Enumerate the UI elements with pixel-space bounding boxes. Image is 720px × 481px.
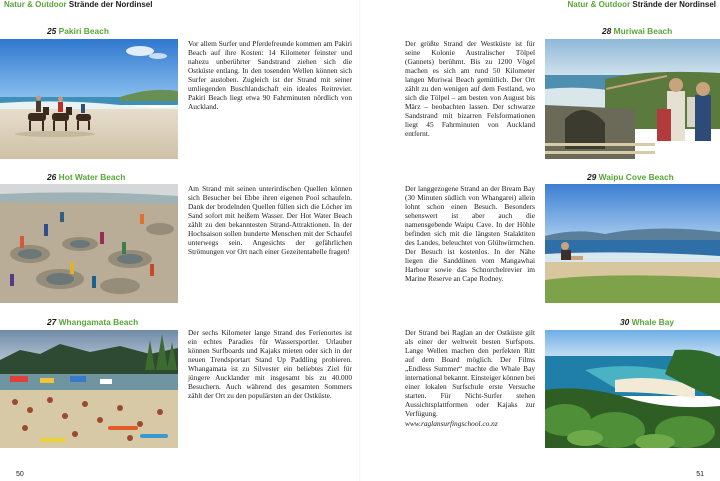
- entry-name: Whale Bay: [631, 317, 675, 327]
- entry-title-muriwai: 28 Muriwai Beach: [602, 26, 673, 36]
- photo-pakiri-beach-horses: [0, 39, 178, 159]
- running-header-left: [4, 0, 152, 9]
- entry-text-whangamata: Der sechs Kilometer lange Strand des Ferienortes ist ein echtes Paradies für Wassersportler. Urlauber können Surfboards und Kajaks mieten oder sich in der neuen Trendsportart Stand Up Paddling probieren. Whangamata ist zu Silvester ein beliebtes Ziel für jüngere Aucklander mit insgesamt bis zu 40.000 Besuchern. Auch während des gesamten Sommers zählt der Ort zu den populärsten an der Ostküste.: [188, 328, 352, 401]
- entry-title-pakiri: 25 Pakiri Beach: [47, 26, 109, 36]
- page-number-left: 50: [16, 471, 24, 478]
- entry-text-muriwai: Der größte Strand der Westküste ist für seine Kolonie Australischer Tölpel (Gannets) berühmt. Bis zu 1200 Vögel machen es sich am rund 50 Kilometer langen Muriwai Beach gemütlich. Der Ort zählt zu den wenigen auf dem Festland, wo sich die Tölpel – am besten von August bis März – beobachten lassen. Der schwarze Sandstrand mit bizarren Felsformationen liegt 45 Fahrminuten von Auckland entfernt.: [405, 39, 535, 139]
- entry-text-whale-bay: Der Strand bei Raglan an der Ostküste gilt als einer der weltweit besten Surfspots. Lange Wellen machen den perfekten Ritt auf dem Board möglich. Der Films „Endless Summer“ machte die Whale Bay international bekannt. Einsteiger können bei einer lokalen Surfschule erste Versuche starten. Für Nicht-Surfer stehen Aussichtsplattformen oder Kajaks zur Verfügung. www.raglansurfingschool.co.nz: [405, 328, 535, 429]
- entry-name: Muriwai Beach: [613, 26, 673, 36]
- entry-title-whangamata: 27 Whangamata Beach: [47, 317, 139, 327]
- header-section: Natur & Outdoor: [567, 0, 631, 9]
- entry-text-hot-water: Am Strand mit seinen unterirdischen Quellen können sich Besucher bei Ebbe ihren eigenen Pool schaufeln. Dank der brodelnden Quellen füllen sich die Löcher im Sand sofort mit heißem Wasser. Der Hot Water Beach zählt zu den bekanntesten Strand-Attraktionen. In der Hochsaison sollen hunderte Menschen mit der Schaufel unterwegs sein. Angesichts der gefährlichen Strömungen vor Ort nach einer Gezeitentabelle fragen!: [188, 184, 352, 257]
- entry-title-waipu-cove: 29 Waipu Cove Beach: [587, 172, 674, 182]
- entry-title-hot-water: 26 Hot Water Beach: [47, 172, 126, 182]
- photo-whale-bay-coast: [545, 330, 720, 448]
- entry-title-whale-bay: 30 Whale Bay: [620, 317, 675, 327]
- entry-name: Pakiri Beach: [58, 26, 109, 36]
- surf-school-link[interactable]: www.raglansurfingschool.co.nz: [405, 419, 498, 429]
- entry-text-waipu-cove: Der langgezogene Strand an der Bream Bay (30 Minuten südlich von Whangarei) allein lohnt schon einen Besuch. Besonders sehenswert ist aber auch die namensgebende Waipu Cave. In der Höhle befinden sich mit die längsten Stalaktiten des Landes, beleuchtet von Glühwürmchen. Der Besuch ist kostenlos. In der Nähe liegen die Sanddünen vom Mangawhai Harbour sowie das Schnorchelrevier im Marine Reserve an Cape Rodney.: [405, 184, 535, 284]
- book-gutter: [359, 0, 361, 481]
- photo-whangamata-beach: [0, 330, 178, 448]
- photo-muriwai-beach-viewpoint: [545, 39, 720, 159]
- header-title: Strände der Nordinsel: [68, 0, 153, 9]
- entry-text-pakiri: Vor allem Surfer und Pferdefreunde kommen am Pakiri Beach auf ihre Kosten: 14 Kilometer feinster und nahezu unberührter Sandstrand ziehen sich die Ostküste entlang. In den tosenden Wellen können sich Surfer austoben. Zugleich ist der Strand mit seiner umliegenden Buschlandschaft ein ideales Reitrevier. Pakiri Beach liegt etwa 90 Fahrminuten nördlich von Auckland.: [188, 39, 352, 112]
- header-section: Natur & Outdoor: [4, 0, 67, 9]
- entry-name: Waipu Cove Beach: [598, 172, 674, 182]
- entry-name: Whangamata Beach: [58, 317, 139, 327]
- running-header-right: [568, 0, 716, 9]
- photo-hot-water-beach-crowd: [0, 184, 178, 303]
- photo-waipu-cove-beach: [545, 184, 720, 303]
- header-title: Strände der Nordinsel: [632, 0, 716, 9]
- entry-name: Hot Water Beach: [58, 172, 126, 182]
- page-number-right: 51: [696, 471, 704, 478]
